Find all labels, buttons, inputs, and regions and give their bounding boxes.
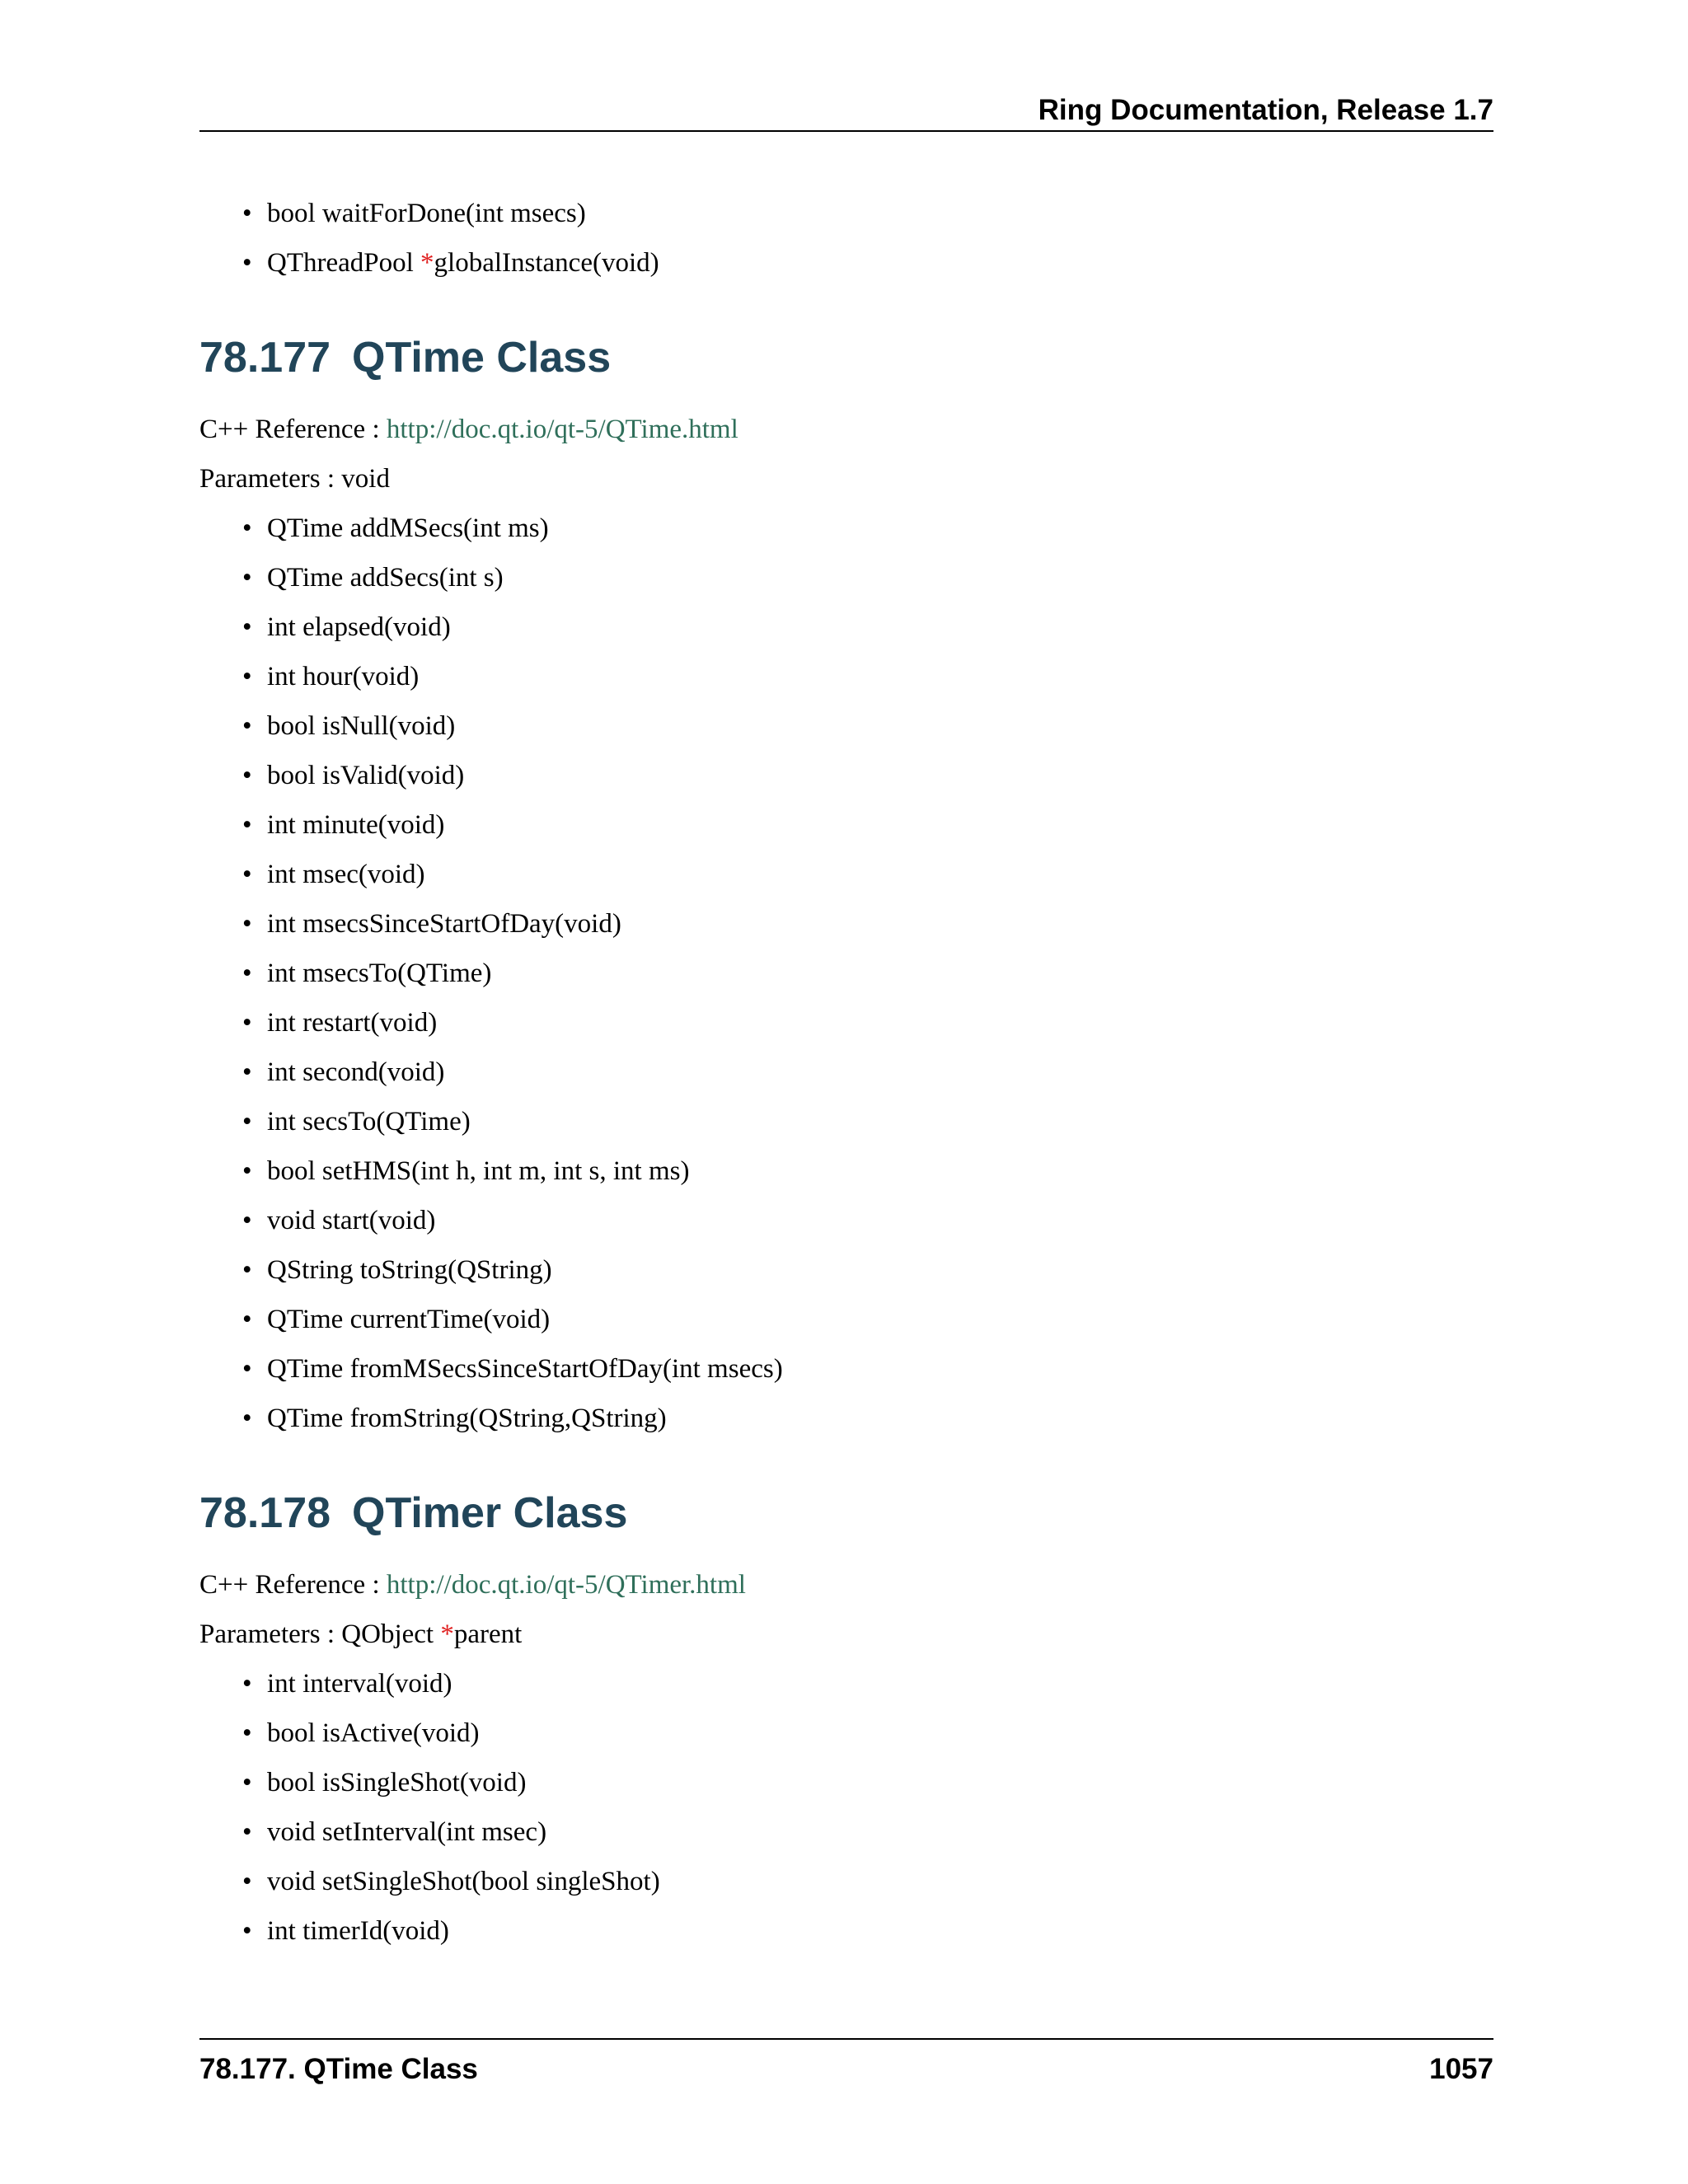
bullet-icon: • <box>242 1156 252 1186</box>
list-item <box>242 908 1493 940</box>
list-item <box>242 247 1493 279</box>
pointer-star: * <box>420 248 434 278</box>
section-heading-qtime <box>199 333 1493 382</box>
list-item <box>242 958 1493 989</box>
list-item <box>242 562 1493 593</box>
list-item <box>242 859 1493 890</box>
bullet-icon: • <box>242 1669 252 1699</box>
method-text: int msec(void) <box>267 860 425 889</box>
intro-method-list <box>199 198 1493 279</box>
bullet-icon: • <box>242 1057 252 1087</box>
method-text: bool waitForDone(int msecs) <box>267 199 586 228</box>
bullet-icon: • <box>242 1255 252 1285</box>
parameters-value: void <box>341 464 390 494</box>
method-text: int msecsTo(QTime) <box>267 958 492 988</box>
parameters-value: parent <box>453 1619 523 1649</box>
section-heading-qtimer <box>199 1488 1493 1538</box>
section-number: 78.177 <box>199 334 331 382</box>
bullet-icon: • <box>242 1206 252 1235</box>
method-text: void setSingleShot(bool singleShot) <box>267 1867 660 1896</box>
list-item <box>242 1106 1493 1137</box>
method-text: bool setHMS(int h, int m, int s, int ms) <box>267 1156 690 1186</box>
reference-link[interactable]: http://doc.qt.io/qt-5/QTimer.html <box>386 1570 746 1600</box>
bullet-icon: • <box>242 662 252 691</box>
qtime-method-list <box>199 513 1493 1434</box>
bullet-icon: • <box>242 612 252 642</box>
section-title: QTime Class <box>352 334 612 382</box>
method-text: QTime currentTime(void) <box>267 1305 551 1334</box>
bullet-icon: • <box>242 199 252 228</box>
method-text: QTime addSecs(int s) <box>267 563 504 593</box>
bullet-icon: • <box>242 958 252 988</box>
parameters-label: Parameters : <box>199 464 342 494</box>
bullet-icon: • <box>242 1404 252 1433</box>
list-item <box>242 1057 1493 1088</box>
parameters-line <box>199 1619 1493 1650</box>
list-item <box>242 1718 1493 1749</box>
list-item <box>242 809 1493 841</box>
page-header <box>199 91 1493 132</box>
method-text: QString toString(QString) <box>267 1255 552 1285</box>
list-item <box>242 1353 1493 1385</box>
bullet-icon: • <box>242 513 252 543</box>
method-text: QTime fromMSecsSinceStartOfDay(int msecs) <box>267 1354 783 1384</box>
bullet-icon: • <box>242 1867 252 1896</box>
list-item <box>242 612 1493 643</box>
bullet-icon: • <box>242 1008 252 1038</box>
bullet-icon: • <box>242 1718 252 1748</box>
bullet-icon: • <box>242 1916 252 1946</box>
method-text: QThreadPool <box>267 248 421 278</box>
section-title: QTimer Class <box>352 1489 628 1537</box>
method-text: globalInstance(void) <box>434 248 659 278</box>
section-number: 78.178 <box>199 1489 331 1537</box>
list-item <box>242 1668 1493 1699</box>
list-item <box>242 1866 1493 1897</box>
method-text: QTime fromString(QString,QString) <box>267 1404 667 1433</box>
list-item <box>242 1205 1493 1236</box>
method-text: void setInterval(int msec) <box>267 1817 547 1847</box>
method-text: int msecsSinceStartOfDay(void) <box>267 909 621 939</box>
parameters-value: QObject <box>341 1619 441 1649</box>
bullet-icon: • <box>242 761 252 790</box>
qtimer-method-list <box>199 1668 1493 1947</box>
list-item <box>242 760 1493 791</box>
list-item <box>242 513 1493 544</box>
parameters-label: Parameters : <box>199 1619 342 1649</box>
pointer-star: * <box>440 1619 454 1649</box>
method-text: int elapsed(void) <box>267 612 451 642</box>
method-text: bool isSingleShot(void) <box>267 1768 527 1797</box>
bullet-icon: • <box>242 1768 252 1797</box>
bullet-icon: • <box>242 909 252 939</box>
list-item <box>242 1915 1493 1947</box>
reference-label: C++ Reference : <box>199 415 387 444</box>
footer-page-number: 1057 <box>1429 2053 1493 2085</box>
list-item <box>242 1816 1493 1848</box>
bullet-icon: • <box>242 563 252 593</box>
reference-link[interactable]: http://doc.qt.io/qt-5/QTime.html <box>386 415 738 444</box>
method-text: int restart(void) <box>267 1008 438 1038</box>
page-footer <box>199 2038 1493 2085</box>
list-item <box>242 1304 1493 1335</box>
parameters-line <box>199 463 1493 494</box>
list-item <box>242 1254 1493 1286</box>
method-text: bool isValid(void) <box>267 761 465 790</box>
list-item <box>242 1403 1493 1434</box>
bullet-icon: • <box>242 711 252 741</box>
method-text: bool isActive(void) <box>267 1718 480 1748</box>
footer-section-title: 78.177. QTime Class <box>199 2053 478 2085</box>
method-text: QTime addMSecs(int ms) <box>267 513 549 543</box>
method-text: void start(void) <box>267 1206 436 1235</box>
method-text: int secsTo(QTime) <box>267 1107 471 1137</box>
reference-line <box>199 1569 1493 1601</box>
list-item <box>242 198 1493 229</box>
page-content <box>199 198 1493 1947</box>
bullet-icon: • <box>242 1354 252 1384</box>
header-title: Ring Documentation, Release 1.7 <box>1038 94 1493 126</box>
list-item <box>242 1767 1493 1798</box>
method-text: int interval(void) <box>267 1669 452 1699</box>
reference-line <box>199 414 1493 445</box>
bullet-icon: • <box>242 1817 252 1847</box>
bullet-icon: • <box>242 248 252 278</box>
bullet-icon: • <box>242 1107 252 1137</box>
reference-label: C++ Reference : <box>199 1570 387 1600</box>
method-text: int hour(void) <box>267 662 420 691</box>
list-item <box>242 1155 1493 1187</box>
method-text: int second(void) <box>267 1057 445 1087</box>
method-text: bool isNull(void) <box>267 711 456 741</box>
method-text: int timerId(void) <box>267 1916 449 1946</box>
bullet-icon: • <box>242 860 252 889</box>
method-text: int minute(void) <box>267 810 445 840</box>
list-item <box>242 1007 1493 1038</box>
bullet-icon: • <box>242 1305 252 1334</box>
list-item <box>242 710 1493 742</box>
bullet-icon: • <box>242 810 252 840</box>
list-item <box>242 661 1493 692</box>
